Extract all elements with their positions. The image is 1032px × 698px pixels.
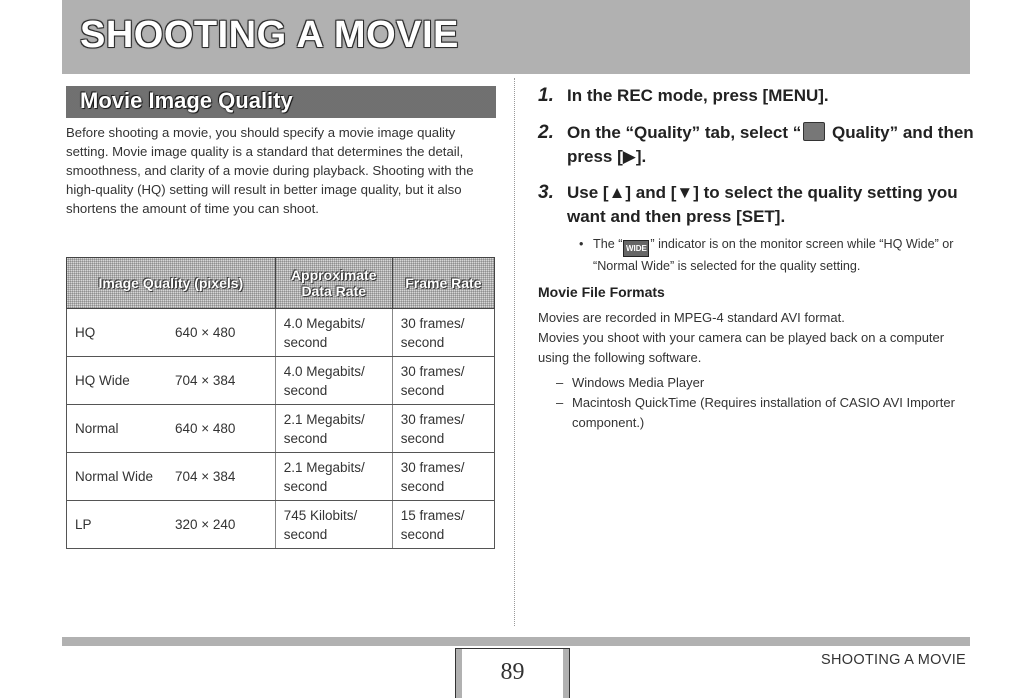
- quality-cell: Normal Wide: [67, 453, 168, 501]
- note-text-after: ” indicator is on the monitor screen while “HQ Wide” or “Normal Wide” is selected for the quality setting.: [593, 237, 954, 273]
- intro-paragraph: Before shooting a movie, you should specify a movie image quality setting. Movie image quality is a standard that determines the detail, smoothness, and clarity of a movie during playback. Shooting with the high-quality (HQ) setting will result in better image quality, but it also shortens the amount of time you can shoot.: [66, 125, 474, 216]
- frame-rate-unit: second: [400, 478, 445, 494]
- data-rate-cell: [275, 453, 392, 501]
- step-number: 2.: [538, 122, 554, 143]
- step-note: [577, 235, 978, 276]
- frame-rate-value: 30 frames/: [400, 363, 465, 379]
- wide-indicator-icon: WIDE: [623, 240, 649, 257]
- data-rate-unit: second: [283, 334, 328, 350]
- quality-cell: LP: [67, 501, 168, 549]
- quality-cell: HQ Wide: [67, 357, 168, 405]
- dash-icon: –: [556, 375, 564, 390]
- data-rate-value: 4.0 Megabits/: [283, 315, 365, 331]
- list-item: [556, 373, 976, 393]
- pixels-cell: 640 × 480: [167, 309, 275, 357]
- data-rate-cell: [275, 309, 392, 357]
- table-row: [67, 405, 495, 453]
- data-rate-value: 745 Kilobits/: [283, 507, 358, 523]
- data-rate-cell: [275, 357, 392, 405]
- quality-cell: Normal: [67, 405, 168, 453]
- frame-rate-unit: second: [400, 382, 445, 398]
- dash-icon: –: [556, 395, 564, 410]
- page-number-box: [455, 648, 570, 698]
- data-rate-unit: second: [283, 526, 328, 542]
- step-text-before: On the “Quality” tab, select “: [567, 123, 802, 142]
- movie-quality-icon: [803, 122, 825, 141]
- software-list: [556, 373, 976, 433]
- footer-section-title: SHOOTING A MOVIE: [821, 652, 966, 668]
- table-row: [67, 357, 495, 405]
- data-rate-unit: second: [283, 478, 328, 494]
- step-number: 1.: [538, 85, 554, 106]
- frame-rate-cell: [392, 501, 494, 549]
- step-1: [538, 84, 978, 108]
- data-rate-cell: [275, 501, 392, 549]
- section-heading: Movie Image Quality: [80, 88, 293, 113]
- note-text-before: The “: [593, 237, 623, 251]
- data-rate-value: 4.0 Megabits/: [283, 363, 365, 379]
- table-row: [67, 309, 495, 357]
- table-row: [67, 453, 495, 501]
- data-rate-unit: second: [283, 382, 328, 398]
- step-3: [538, 181, 978, 276]
- header-image-quality: Image Quality (pixels): [67, 258, 276, 309]
- frame-rate-value: 30 frames/: [400, 411, 465, 427]
- header-frame-rate: Frame Rate: [392, 258, 494, 309]
- data-rate-cell: [275, 405, 392, 453]
- step-text: Use [▲] and [▼] to select the quality setting you want and then press [SET].: [567, 183, 958, 226]
- table-row: [67, 501, 495, 549]
- column-divider: [514, 78, 515, 626]
- header-data-rate: Approximate Data Rate: [275, 258, 392, 309]
- frame-rate-cell: [392, 309, 494, 357]
- frame-rate-cell: [392, 405, 494, 453]
- data-rate-value: 2.1 Megabits/: [283, 459, 365, 475]
- frame-rate-value: 15 frames/: [400, 507, 465, 523]
- page-number: 89: [500, 659, 525, 685]
- pixels-cell: 640 × 480: [167, 405, 275, 453]
- frame-rate-cell: [392, 453, 494, 501]
- step-text: In the REC mode, press [MENU].: [567, 86, 829, 105]
- data-rate-unit: second: [283, 430, 328, 446]
- step-number: 3.: [538, 182, 554, 203]
- frame-rate-unit: second: [400, 430, 445, 446]
- frame-rate-value: 30 frames/: [400, 315, 465, 331]
- pixels-cell: 320 × 240: [167, 501, 275, 549]
- frame-rate-value: 30 frames/: [400, 459, 465, 475]
- page-title: SHOOTING A MOVIE: [80, 14, 459, 56]
- bullet-icon: •: [579, 237, 584, 251]
- steps-list: [538, 84, 978, 276]
- step-text-after: Quality” and then press [▶].: [567, 123, 974, 166]
- pixels-cell: 704 × 384: [167, 357, 275, 405]
- pixels-cell: 704 × 384: [167, 453, 275, 501]
- list-item: [556, 393, 976, 433]
- software-name: Macintosh QuickTime (Requires installation of CASIO AVI Importer component.): [572, 395, 955, 430]
- quality-cell: HQ: [67, 309, 168, 357]
- formats-line-2: Movies you shoot with your camera can be played back on a computer using the following software.: [538, 330, 945, 365]
- frame-rate-unit: second: [400, 526, 445, 542]
- footer-rule: [62, 637, 970, 646]
- frame-rate-cell: [392, 357, 494, 405]
- formats-line-1: Movies are recorded in MPEG-4 standard AVI format.: [538, 310, 845, 325]
- quality-table: [66, 257, 495, 549]
- step-2: [538, 121, 978, 169]
- formats-text: [538, 308, 978, 368]
- formats-heading: Movie File Formats: [538, 284, 665, 300]
- software-name: Windows Media Player: [572, 375, 705, 390]
- data-rate-value: 2.1 Megabits/: [283, 411, 365, 427]
- frame-rate-unit: second: [400, 334, 445, 350]
